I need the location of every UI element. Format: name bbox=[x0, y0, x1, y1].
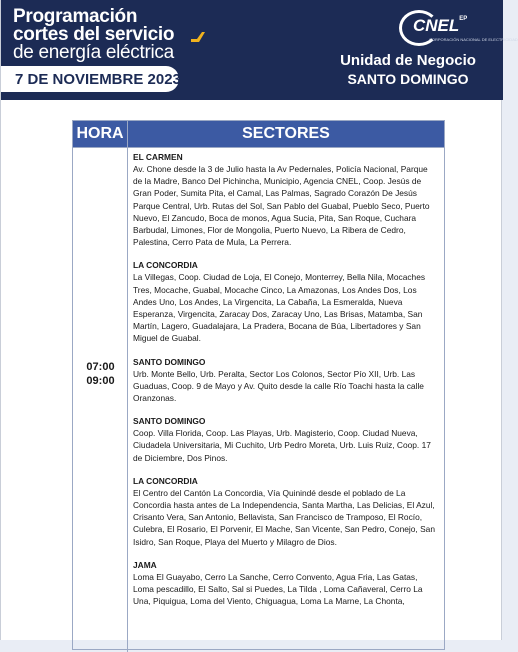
time-start: 07:00 bbox=[86, 361, 115, 373]
business-unit-title: Unidad de Negocio bbox=[340, 52, 476, 69]
header-banner bbox=[1, 0, 518, 100]
lightning-icon bbox=[189, 30, 207, 44]
logo-text bbox=[413, 16, 467, 36]
sectores-cell bbox=[129, 148, 443, 652]
logo-wordmark: CNEL bbox=[413, 16, 460, 35]
time-end: 09:00 bbox=[86, 375, 115, 387]
sector-name: JAMA bbox=[133, 559, 157, 570]
title-line-2: cortes del servicio bbox=[13, 24, 175, 45]
sector-name: SANTO DOMINGO bbox=[133, 356, 206, 367]
title-line-1: Programación bbox=[13, 6, 138, 27]
table-header bbox=[73, 121, 444, 147]
sector-block bbox=[133, 151, 439, 248]
title-block bbox=[13, 8, 243, 62]
sector-description: Coop. Villa Florida, Coop. Las Playas, Urb. Magisterio, Coop. Ciudad Nueva, Ciudadela Universitaria, Mi Cuchito, Urb Pedro Moreta, Urb. Luis Ruiz, Coop. 17 de Diciembre, Dos Pinos. bbox=[133, 428, 431, 463]
sector-description: Av. Chone desde la 3 de Julio hasta la Av Pedernales, Policía Nacional, Parque de la Madre, Banco Del Pichincha, Municipio, Agencia CNEL, Coop. Jesús de Gran Poder, Sumita Pita, el Camal, Las Palmas, Sagrado Corazón De Jesús Parque Central, Urb. Rutas del Sol, San Pablo del Guabal, Pueblo Seco, Puerto Nuevo, El Zancudo, Boca de monos, Agua Sucia, Pita, San Roque, Cuchara Barbudal, Limones, Flor de Mongolia, Puerto Nuevo, La Ribera de Cedro, Palestina, Cerro Pata de Mula, La Perrera. bbox=[133, 164, 430, 248]
sector-description: El Centro del Cantón La Concordia, Vía Quinindé desde el poblado de La Concordia hasta antes de La Independencia, Santa Martha, Las Delicias, El Azul, Crisanto Vera, San Antonio, Bellavista, San Francisco de Tramposo, El Rocío, Culebra, El Rosario, El Porvenir, El Mache, San Vicente, San Pedro, Conejo, San Isidro, San Roque, Playa del Muerto y Milagro de Dios. bbox=[133, 487, 435, 547]
sector-description: Urb. Monte Bello, Urb. Peralta, Sector Los Colonos, Sector Pío XII, Urb. Las Guaduas, Coop. 9 de Mayo y Av. Quito desde la calle Río Toachi hasta la calle Oranzonas. bbox=[133, 368, 424, 404]
sector-block bbox=[133, 259, 439, 344]
column-header-hora: HORA bbox=[73, 121, 128, 147]
sector-block bbox=[133, 356, 439, 405]
sector-block bbox=[133, 559, 439, 608]
sector-block bbox=[133, 415, 439, 464]
date-badge bbox=[1, 66, 179, 92]
sector-description: La Villegas, Coop. Ciudad de Loja, El Conejo, Monterrey, Bella Nila, Mocaches Tres, Mocache, Guabal, Mocache Cinco, La Amazonas, Los Andes Dos, Los Andes Uno, Los Andes, La Virgencita, La Cabaña, La Esmeralda, Nueva Esperanza, Virgencita, Zaracay Dos, Zaracay Uno, Las Brisas, Matamba, San Martín, Lagero, Guadalajara, La Pradera, Bocana de Búa, Libertadores y San Miguel de Guabal. bbox=[133, 272, 426, 344]
business-unit-name: SANTO DOMINGO bbox=[347, 71, 469, 87]
title-line-3: de energía eléctrica bbox=[13, 42, 174, 63]
sector-name: SANTO DOMINGO bbox=[133, 416, 206, 427]
logo-suffix: EP bbox=[459, 16, 468, 22]
sector-name: EL CARMEN bbox=[133, 152, 183, 162]
date-text: 7 DE NOVIEMBRE 2023 bbox=[15, 70, 181, 88]
sector-block bbox=[133, 475, 439, 548]
table-body bbox=[73, 147, 444, 651]
cnel-logo bbox=[399, 8, 518, 50]
sector-description: Loma El Guayabo, Cerro La Sanche, Cerro Convento, Agua Fria, Las Gatas, Loma pescadillo, El Salto, Sal si Puedes, La Tilda , Loma Cañaveral, Cerro La Una, Piquigua, Loma del Viento, Chiguagua, Loma La Marne, La Chonta, bbox=[133, 571, 423, 607]
sector-name: LA CONCORDIA bbox=[133, 260, 198, 271]
sector-name: LA CONCORDIA bbox=[133, 475, 198, 486]
logo-subtitle: CORPORACIÓN NACIONAL DE ELECTRICIDAD bbox=[429, 37, 518, 42]
column-header-sectores: SECTORES bbox=[242, 125, 330, 142]
hora-cell bbox=[73, 148, 128, 652]
schedule-table bbox=[72, 120, 445, 650]
